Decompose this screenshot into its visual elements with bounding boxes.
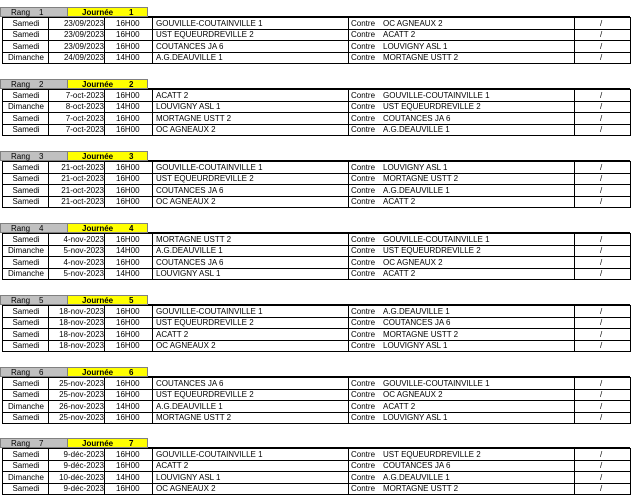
match-time: 16H00 (116, 18, 140, 28)
home-team: MORTAGNE USTT 2 (156, 113, 232, 123)
home-team: LOUVIGNY ASL 1 (156, 472, 221, 482)
match-day: Samedi (12, 18, 40, 28)
match-row (0, 483, 632, 494)
match-time: 16H00 (116, 90, 140, 100)
home-team: COUTANCES JA 6 (156, 257, 224, 267)
away-team: COUTANCES JA 6 (383, 113, 451, 123)
match-row (0, 317, 632, 328)
match-row (0, 18, 632, 29)
table-rule (2, 494, 630, 495)
match-day: Samedi (12, 390, 40, 399)
round-block (0, 223, 632, 282)
score-slash: / (600, 18, 603, 28)
contre-label: Contre (351, 41, 376, 51)
match-date: 25-nov-2023 (59, 413, 104, 422)
match-time: 16H00 (116, 30, 140, 39)
contre-label: Contre (351, 113, 376, 123)
rang-number: 4 (39, 224, 44, 233)
score-slash: / (600, 257, 603, 267)
match-day: Dimanche (7, 401, 44, 411)
home-team: COUTANCES JA 6 (156, 41, 224, 51)
round-block (0, 7, 632, 66)
match-row (0, 234, 632, 245)
match-date: 21-oct-2023 (61, 174, 104, 183)
away-team: ACATT 2 (383, 30, 416, 39)
rang-label: Rang (11, 296, 31, 305)
match-day: Samedi (12, 41, 40, 51)
match-row (0, 340, 632, 351)
journee-label: Journée (82, 8, 114, 17)
away-team: MORTAGNE USTT 2 (383, 53, 459, 62)
match-time: 14H00 (116, 53, 140, 62)
score-slash: / (600, 53, 603, 62)
rang-number: 1 (39, 8, 44, 17)
table-rule (2, 135, 630, 136)
away-team: GOUVILLE-COUTAINVILLE 1 (383, 90, 490, 100)
score-slash: / (600, 30, 603, 39)
score-slash: / (600, 472, 603, 482)
contre-label: Contre (351, 162, 376, 172)
match-day: Samedi (12, 341, 40, 350)
score-slash: / (600, 269, 603, 278)
home-team: ACATT 2 (156, 90, 189, 100)
match-day: Samedi (12, 162, 40, 172)
rang-box (0, 367, 68, 377)
away-team: COUTANCES JA 6 (383, 461, 451, 470)
rang-box (0, 223, 68, 233)
rang-number: 2 (39, 80, 44, 89)
home-team: LOUVIGNY ASL 1 (156, 269, 221, 278)
journee-label: Journée (82, 368, 114, 377)
contre-label: Contre (351, 378, 376, 388)
home-team: GOUVILLE-COUTAINVILLE 1 (156, 18, 263, 28)
match-time: 16H00 (116, 390, 140, 399)
match-date: 10-déc-2023 (59, 472, 104, 482)
home-team: A.G.DEAUVILLE 1 (156, 401, 223, 411)
score-slash: / (600, 113, 603, 123)
home-team: COUTANCES JA 6 (156, 185, 224, 195)
rang-box (0, 295, 68, 305)
contre-label: Contre (351, 174, 376, 183)
match-day: Samedi (12, 413, 40, 422)
rang-label: Rang (11, 439, 31, 448)
rang-box (0, 438, 68, 448)
match-day: Dimanche (7, 53, 44, 62)
rang-label: Rang (11, 224, 31, 233)
match-date: 23/09/2023 (63, 18, 104, 28)
match-time: 16H00 (116, 378, 140, 388)
match-time: 16H00 (116, 113, 140, 123)
away-team: LOUVIGNY ASL 1 (383, 41, 448, 51)
match-time: 16H00 (116, 197, 140, 206)
score-slash: / (600, 378, 603, 388)
contre-label: Contre (351, 269, 376, 278)
match-time: 16H00 (116, 329, 140, 339)
match-row (0, 52, 632, 63)
match-row (0, 329, 632, 340)
score-slash: / (600, 413, 603, 422)
match-row (0, 472, 632, 483)
match-date: 8-oct-2023 (65, 102, 104, 111)
away-team: OC AGNEAUX 2 (383, 257, 443, 267)
score-slash: / (600, 125, 603, 134)
rang-label: Rang (11, 368, 31, 377)
home-team: OC AGNEAUX 2 (156, 484, 216, 493)
rang-number: 3 (39, 152, 44, 161)
match-date: 23/09/2023 (63, 41, 104, 51)
contre-label: Contre (351, 53, 376, 62)
match-date: 7-oct-2023 (65, 90, 104, 100)
away-team: A.G.DEAUVILLE 1 (383, 306, 450, 316)
journee-box (68, 367, 148, 377)
rang-number: 7 (39, 439, 44, 448)
score-slash: / (600, 484, 603, 493)
match-time: 14H00 (116, 401, 140, 411)
match-time: 16H00 (116, 234, 140, 244)
match-date: 26-nov-2023 (59, 401, 104, 411)
score-slash: / (600, 185, 603, 195)
match-time: 16H00 (116, 174, 140, 183)
match-row (0, 257, 632, 268)
away-team: A.G.DEAUVILLE 1 (383, 185, 450, 195)
journee-box (68, 223, 148, 233)
match-time: 16H00 (116, 185, 140, 195)
score-slash: / (600, 41, 603, 51)
match-date: 21-oct-2023 (61, 197, 104, 206)
away-team: GOUVILLE-COUTAINVILLE 1 (383, 378, 490, 388)
home-team: MORTAGNE USTT 2 (156, 234, 232, 244)
match-day: Samedi (12, 125, 40, 134)
score-slash: / (600, 102, 603, 111)
journee-number: 7 (129, 439, 134, 448)
home-team: OC AGNEAUX 2 (156, 197, 216, 206)
rang-box (0, 79, 68, 89)
score-slash: / (600, 234, 603, 244)
journee-number: 1 (129, 8, 134, 17)
score-slash: / (600, 197, 603, 206)
home-team: A.G.DEAUVILLE 1 (156, 246, 223, 255)
contre-label: Contre (351, 472, 376, 482)
match-day: Samedi (12, 484, 40, 493)
contre-label: Contre (351, 484, 376, 493)
contre-label: Contre (351, 90, 376, 100)
home-team: UST EQUEURDREVILLE 2 (156, 318, 254, 327)
home-team: UST EQUEURDREVILLE 2 (156, 390, 254, 399)
score-slash: / (600, 449, 603, 459)
score-slash: / (600, 401, 603, 411)
match-time: 16H00 (116, 162, 140, 172)
contre-label: Contre (351, 257, 376, 267)
home-team: UST EQUEURDREVILLE 2 (156, 174, 254, 183)
away-team: UST EQUEURDREVILLE 2 (383, 102, 481, 111)
match-time: 16H00 (116, 341, 140, 350)
match-time: 16H00 (116, 306, 140, 316)
match-date: 18-nov-2023 (59, 306, 104, 316)
score-slash: / (600, 174, 603, 183)
match-row (0, 245, 632, 256)
match-row (0, 412, 632, 423)
match-date: 18-nov-2023 (59, 329, 104, 339)
match-day: Samedi (12, 90, 40, 100)
rang-box (0, 151, 68, 161)
match-date: 9-déc-2023 (63, 484, 104, 493)
match-date: 21-oct-2023 (61, 185, 104, 195)
table-rule (2, 423, 630, 424)
round-block (0, 79, 632, 138)
journee-number: 6 (129, 368, 134, 377)
match-date: 18-nov-2023 (59, 318, 104, 327)
journee-box (68, 7, 148, 17)
contre-label: Contre (351, 401, 376, 411)
away-team: COUTANCES JA 6 (383, 318, 451, 327)
away-team: OC AGNEAUX 2 (383, 390, 443, 399)
away-team: UST EQUEURDREVILLE 2 (383, 246, 481, 255)
score-slash: / (600, 306, 603, 316)
home-team: GOUVILLE-COUTAINVILLE 1 (156, 449, 263, 459)
away-team: GOUVILLE-COUTAINVILLE 1 (383, 234, 490, 244)
match-row (0, 185, 632, 196)
match-date: 5-nov-2023 (63, 269, 104, 278)
match-row (0, 29, 632, 40)
match-row (0, 268, 632, 279)
away-team: ACATT 2 (383, 401, 416, 411)
score-slash: / (600, 329, 603, 339)
contre-label: Contre (351, 390, 376, 399)
match-row (0, 162, 632, 173)
home-team: A.G.DEAUVILLE 1 (156, 53, 223, 62)
journee-label: Journée (82, 224, 114, 233)
match-time: 14H00 (116, 472, 140, 482)
contre-label: Contre (351, 18, 376, 28)
match-row (0, 196, 632, 207)
contre-label: Contre (351, 306, 376, 316)
match-date: 18-nov-2023 (59, 341, 104, 350)
match-day: Dimanche (7, 246, 44, 255)
round-block (0, 438, 632, 497)
contre-label: Contre (351, 449, 376, 459)
match-day: Samedi (12, 185, 40, 195)
match-row (0, 449, 632, 460)
score-slash: / (600, 162, 603, 172)
journee-box (68, 151, 148, 161)
round-block (0, 295, 632, 354)
home-team: LOUVIGNY ASL 1 (156, 102, 221, 111)
contre-label: Contre (351, 125, 376, 134)
match-time: 16H00 (116, 449, 140, 459)
match-date: 21-oct-2023 (61, 162, 104, 172)
round-block (0, 151, 632, 210)
match-row (0, 41, 632, 52)
match-date: 7-oct-2023 (65, 125, 104, 134)
match-day: Dimanche (7, 102, 44, 111)
journee-number: 5 (129, 296, 134, 305)
home-team: OC AGNEAUX 2 (156, 341, 216, 350)
match-row (0, 90, 632, 101)
contre-label: Contre (351, 318, 376, 327)
round-block (0, 367, 632, 426)
table-rule (2, 351, 630, 352)
journee-label: Journée (82, 296, 114, 305)
rang-label: Rang (11, 8, 31, 17)
journee-box (68, 79, 148, 89)
away-team: ACATT 2 (383, 269, 416, 278)
contre-label: Contre (351, 234, 376, 244)
home-team: GOUVILLE-COUTAINVILLE 1 (156, 162, 263, 172)
home-team: COUTANCES JA 6 (156, 378, 224, 388)
contre-label: Contre (351, 102, 376, 111)
contre-label: Contre (351, 197, 376, 206)
match-day: Samedi (12, 197, 40, 206)
match-date: 25-nov-2023 (59, 378, 104, 388)
match-day: Samedi (12, 113, 40, 123)
match-day: Samedi (12, 30, 40, 39)
match-time: 14H00 (116, 102, 140, 111)
journee-label: Journée (82, 439, 114, 448)
journee-number: 4 (129, 224, 134, 233)
rang-number: 5 (39, 296, 44, 305)
contre-label: Contre (351, 413, 376, 422)
journee-box (68, 295, 148, 305)
away-team: A.G.DEAUVILLE 1 (383, 125, 450, 134)
away-team: MORTAGNE USTT 2 (383, 174, 459, 183)
away-team: A.G.DEAUVILLE 1 (383, 472, 450, 482)
match-time: 16H00 (116, 257, 140, 267)
match-row (0, 173, 632, 184)
contre-label: Contre (351, 461, 376, 470)
contre-label: Contre (351, 30, 376, 39)
contre-label: Contre (351, 246, 376, 255)
match-row (0, 378, 632, 389)
score-slash: / (600, 341, 603, 350)
rang-label: Rang (11, 80, 31, 89)
journee-label: Journée (82, 152, 114, 161)
contre-label: Contre (351, 185, 376, 195)
away-team: LOUVIGNY ASL 1 (383, 162, 448, 172)
match-time: 16H00 (116, 484, 140, 493)
home-team: UST EQUEURDREVILLE 2 (156, 30, 254, 39)
table-rule (2, 279, 630, 280)
score-slash: / (600, 461, 603, 470)
rang-box (0, 7, 68, 17)
score-slash: / (600, 318, 603, 327)
match-date: 25-nov-2023 (59, 390, 104, 399)
home-team: GOUVILLE-COUTAINVILLE 1 (156, 306, 263, 316)
table-rule (2, 207, 630, 208)
match-time: 16H00 (116, 413, 140, 422)
journee-number: 2 (129, 80, 134, 89)
match-row (0, 113, 632, 124)
match-date: 9-déc-2023 (63, 449, 104, 459)
match-day: Samedi (12, 306, 40, 316)
rang-label: Rang (11, 152, 31, 161)
match-day: Samedi (12, 461, 40, 470)
table-rule (2, 63, 630, 64)
match-time: 16H00 (116, 41, 140, 51)
home-team: OC AGNEAUX 2 (156, 125, 216, 134)
match-time: 16H00 (116, 318, 140, 327)
match-row (0, 306, 632, 317)
away-team: MORTAGNE USTT 2 (383, 329, 459, 339)
match-day: Samedi (12, 378, 40, 388)
away-team: MORTAGNE USTT 2 (383, 484, 459, 493)
home-team: ACATT 2 (156, 461, 189, 470)
match-day: Dimanche (7, 472, 44, 482)
score-slash: / (600, 90, 603, 100)
away-team: ACATT 2 (383, 197, 416, 206)
match-date: 24/09/2023 (63, 53, 104, 62)
match-row (0, 389, 632, 400)
match-date: 23/09/2023 (63, 30, 104, 39)
match-date: 4-nov-2023 (63, 257, 104, 267)
match-time: 16H00 (116, 461, 140, 470)
away-team: LOUVIGNY ASL 1 (383, 413, 448, 422)
journee-label: Journée (82, 80, 114, 89)
match-day: Samedi (12, 174, 40, 183)
home-team: ACATT 2 (156, 329, 189, 339)
match-day: Samedi (12, 234, 40, 244)
contre-label: Contre (351, 341, 376, 350)
score-slash: / (600, 390, 603, 399)
match-row (0, 124, 632, 135)
match-time: 16H00 (116, 125, 140, 134)
match-date: 9-déc-2023 (63, 461, 104, 470)
contre-label: Contre (351, 329, 376, 339)
match-time: 14H00 (116, 246, 140, 255)
journee-number: 3 (129, 152, 134, 161)
match-day: Samedi (12, 329, 40, 339)
score-slash: / (600, 246, 603, 255)
match-date: 4-nov-2023 (63, 234, 104, 244)
match-day: Samedi (12, 257, 40, 267)
match-date: 5-nov-2023 (63, 246, 104, 255)
match-time: 14H00 (116, 269, 140, 278)
home-team: MORTAGNE USTT 2 (156, 413, 232, 422)
match-row (0, 101, 632, 112)
match-day: Samedi (12, 449, 40, 459)
away-team: UST EQUEURDREVILLE 2 (383, 449, 481, 459)
match-row (0, 401, 632, 412)
away-team: OC AGNEAUX 2 (383, 18, 443, 28)
match-day: Dimanche (7, 269, 44, 278)
match-day: Samedi (12, 318, 40, 327)
rang-number: 6 (39, 368, 44, 377)
match-row (0, 460, 632, 471)
journee-box (68, 438, 148, 448)
away-team: LOUVIGNY ASL 1 (383, 341, 448, 350)
match-date: 7-oct-2023 (65, 113, 104, 123)
